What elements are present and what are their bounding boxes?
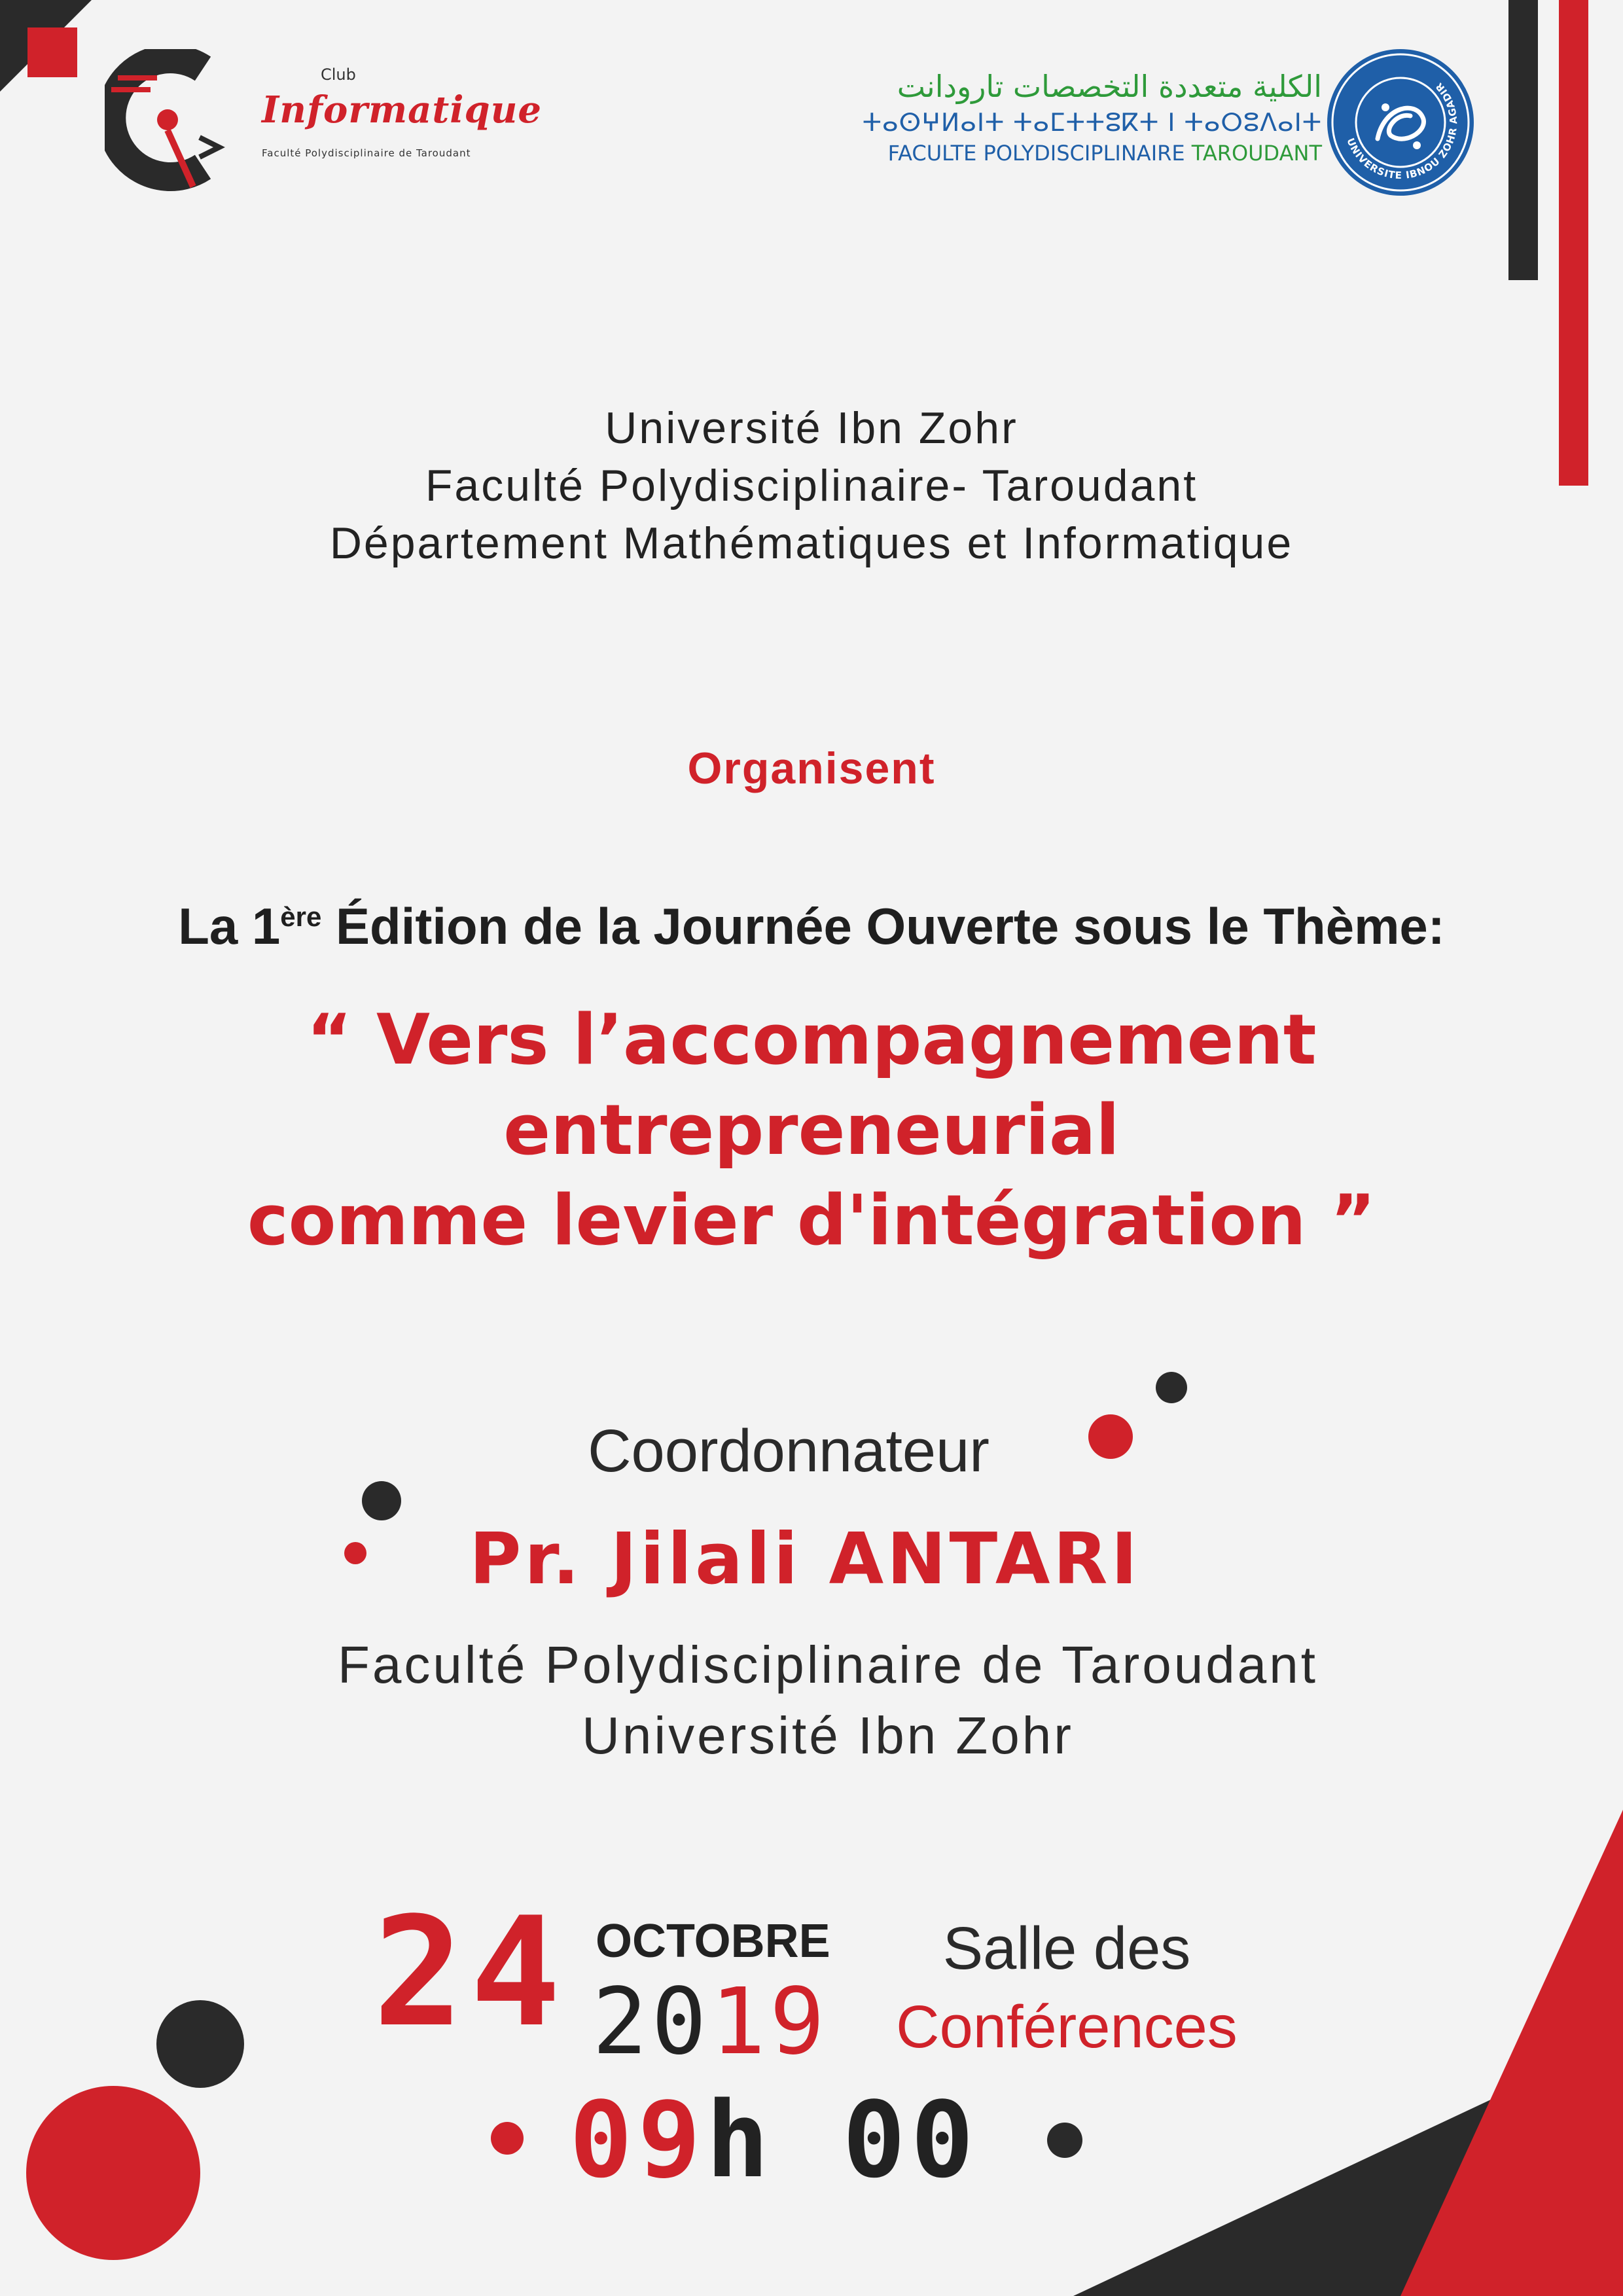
coordinator-affiliation — [0, 1630, 1623, 1771]
coordinator-affiliation-faculty: Faculté Polydisciplinaire de Taroudant — [338, 1636, 1318, 1694]
university-seal-logo — [1325, 47, 1476, 198]
event-hour: 09 — [569, 2079, 706, 2201]
dot-red — [491, 2122, 524, 2155]
club-small-label: Club — [321, 65, 356, 84]
bar-dark — [1508, 0, 1538, 280]
dot-dark-large — [156, 2000, 244, 2088]
venue-line-1: Salle des — [942, 1915, 1191, 1982]
header-department: Département Mathématiques et Informatique — [329, 518, 1294, 568]
institution-header — [0, 399, 1623, 572]
club-subtitle: Faculté Polydisciplinaire de Taroudant — [262, 147, 471, 159]
coordinator-affiliation-university: Université Ibn Zohr — [582, 1706, 1074, 1765]
header-university: Université Ibn Zohr — [605, 403, 1018, 453]
edition-rest: Édition de la Journée Ouverte sous le Thème: — [321, 897, 1445, 955]
faculty-french-blue: FACULTE POLYDISCIPLINAIRE — [887, 141, 1185, 166]
edition-sup: ère — [280, 901, 322, 932]
event-day: 24 — [373, 1886, 567, 2060]
club-logo-mark — [105, 49, 236, 193]
dot-red-large — [26, 2086, 200, 2260]
event-time — [569, 2079, 979, 2201]
theme-line-2: comme levier d'intégration ” — [247, 1180, 1376, 1261]
corner-square-red — [27, 27, 77, 77]
faculty-french-name — [888, 141, 1322, 166]
header-faculty: Faculté Polydisciplinaire- Taroudant — [425, 461, 1198, 511]
venue-line-2: Conférences — [896, 1994, 1238, 2060]
theme-line-1: “ Vers l’accompagnement entrepreneurial — [306, 999, 1317, 1170]
event-theme — [0, 995, 1623, 1266]
seal-ring-text: UNIVERSITE IBNOU ZOHR AGADIR — [1344, 80, 1460, 182]
edition-prefix: La 1 — [178, 897, 281, 955]
event-time-spacer — [774, 2079, 842, 2201]
dot-dark — [1156, 1372, 1187, 1403]
triangle-red — [1400, 1810, 1623, 2296]
dot-dark — [1047, 2123, 1082, 2158]
faculty-arabic-name: الكلية متعددة التخصصات تارودانت — [897, 69, 1322, 104]
club-informatique-logo — [105, 46, 543, 196]
edition-title — [0, 897, 1623, 956]
event-hour-suffix: h — [705, 2079, 774, 2201]
faculty-logo — [864, 69, 1322, 173]
event-year-part-a: 20 — [592, 1969, 711, 2075]
coordinator-name: Pr. Jilali ANTARI — [469, 1518, 1141, 1600]
event-year-part-b: 19 — [710, 1969, 829, 2075]
organisent-label: Organisent — [687, 744, 936, 793]
event-minutes: 00 — [842, 2079, 979, 2201]
coordinator-label: Coordonnateur — [588, 1418, 990, 1484]
dot-dark — [362, 1481, 401, 1520]
event-year — [592, 1969, 829, 2075]
event-month: OCTOBRE — [596, 1915, 830, 1967]
faculty-french-green: TAROUDANT — [1191, 141, 1322, 166]
faculty-tifinagh-name: ⵜⴰⵙⵖⵍⴰⵏⵜ ⵜⴰⵎⵜⵜⵓⴽⵜ ⵏ ⵜⴰⵔⵓⴷⴰⵏⵜ — [862, 108, 1322, 137]
club-name: Informatique — [262, 88, 543, 132]
